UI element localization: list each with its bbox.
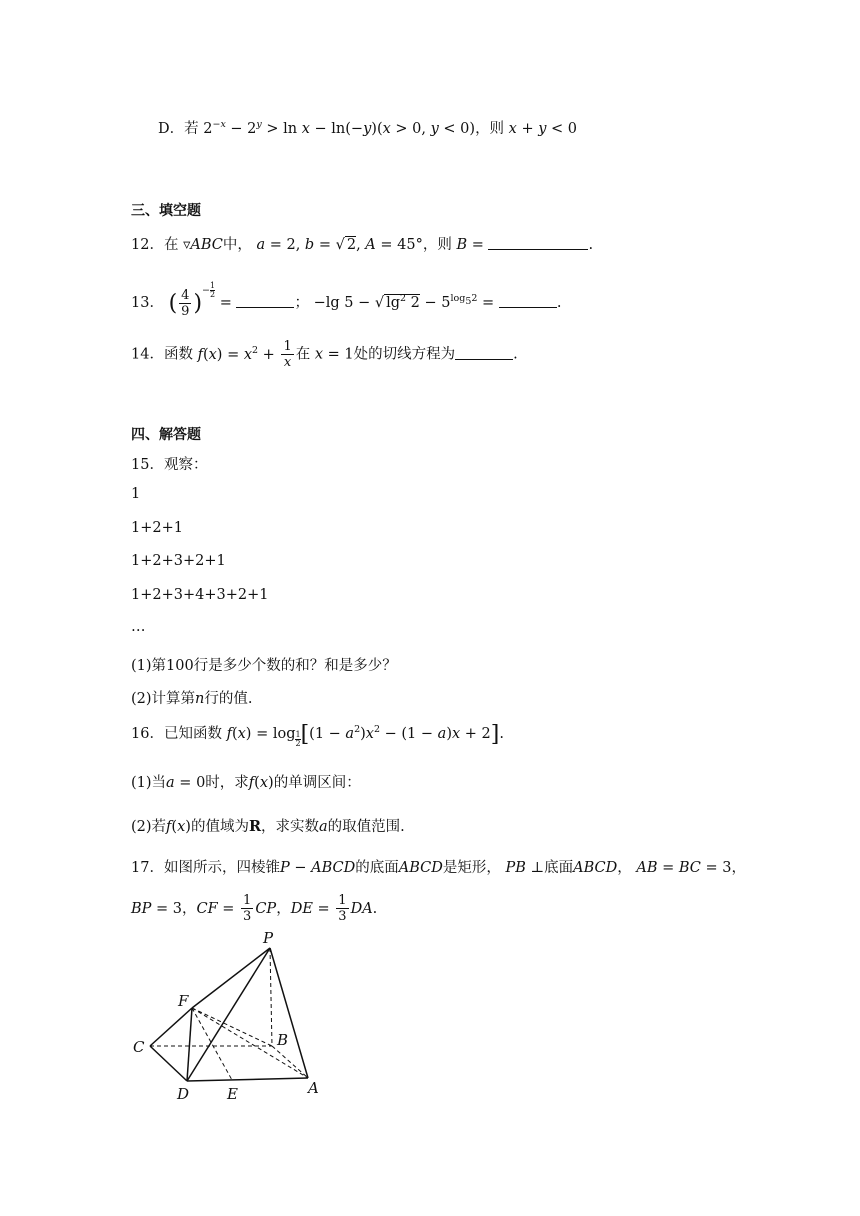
q16-number: 16．已知函数 xyxy=(131,726,222,742)
section-3-title: 三、填空题 xyxy=(131,203,201,219)
option-d-text-1: 若 xyxy=(184,121,199,137)
q12-number: 12． xyxy=(131,237,164,253)
q12-text-1: 在 xyxy=(163,237,179,253)
q14-text-2: 在 xyxy=(295,346,311,363)
q12-answer: B = . xyxy=(456,237,594,253)
q15-row-3: 1+2+3+2+1 xyxy=(131,553,226,569)
q14-text-1: 函数 xyxy=(163,346,193,363)
q13-text-1: ； xyxy=(294,295,309,311)
question-12 xyxy=(131,233,593,254)
q12-text-3: ，则 xyxy=(422,237,452,253)
label-d: D xyxy=(177,1085,190,1103)
q13-number: 13． xyxy=(131,295,164,311)
question-14: 14．函数 $f(x) = x^2$ + $\frac{1}{x}$ 在 x = 1处的切线方程为 . xyxy=(131,339,518,370)
q17-number: 17．如图所示，四棱锥 xyxy=(131,860,280,876)
question-16 xyxy=(131,722,504,748)
q12-formula: a = 2, b = √ 2, A = 45° xyxy=(256,237,423,253)
label-p: P xyxy=(263,929,274,947)
q14-blank xyxy=(455,346,513,360)
label-b: B xyxy=(277,1031,289,1049)
q15-row-2: 1+2+1 xyxy=(131,520,183,536)
question-17-line-2: BP = 3，CF = $\frac{1}{3}$ CP，DE = $\frac{1}{3}$ DA. xyxy=(131,893,378,924)
question-17-line-1: 17．如图所示，四棱锥P − ABCD的底面ABCD是矩形， PB ⊥底面ABCD， AB = BC = 3， xyxy=(131,860,746,876)
question-13 xyxy=(131,282,561,318)
q15-row-4: 1+2+3+4+3+2+1 xyxy=(131,587,269,603)
pyramid-figure xyxy=(130,928,340,1103)
q16-function: f(x) = log $_{\frac{1}{2}}$ $[(1 - a^2)x^2 - (1 - a)x + 2]$. xyxy=(226,722,504,748)
option-d-label: D． xyxy=(158,121,185,137)
option-d-text-2: ，则 xyxy=(475,121,505,137)
q16-part-1: (1)当a = 0时，求f(x)的单调区间： xyxy=(131,775,361,791)
q15-part-1: (1)第100行是多少个数的和？和是多少？ xyxy=(131,658,397,674)
q13-formula-1: ( $\frac{4}{9}$ )$^{- \frac{1}{2}}$ = xyxy=(169,295,295,311)
q16-part-2: (2)若f(x)的值域为R，求实数a的取值范围. xyxy=(131,818,405,835)
q12-triangle: ▿ABC xyxy=(183,237,223,253)
option-d xyxy=(158,117,577,138)
q14-text-3: 处的切线方程为 xyxy=(353,346,456,363)
section-4-title: 四、解答题 xyxy=(131,427,201,443)
q15-part-2: (2)计算第n行的值. xyxy=(131,691,253,707)
label-f: F xyxy=(178,992,189,1010)
q15-row-1: 1 xyxy=(131,486,141,502)
q14-point: x = 1 xyxy=(314,346,354,363)
label-c: C xyxy=(133,1038,145,1056)
q15-row-5: … xyxy=(131,619,146,635)
option-d-conclusion: x + y < 0 xyxy=(508,121,578,137)
option-d-formula: $2^{-x} - 2^y > \ln x - \ln(-y)(x > 0$, y < 0) xyxy=(203,119,476,137)
q14-number: 14． xyxy=(131,346,164,363)
q13-formula-2: −lg 5 − √ $\lg^2 2 - 5^{log_52}$ = . xyxy=(313,293,562,311)
label-e: E xyxy=(227,1085,238,1103)
q14-function: $f(x) = x^2$ + $\frac{1}{x}$ xyxy=(197,339,292,370)
label-a: A xyxy=(308,1079,319,1097)
q15-intro: 15．观察： xyxy=(131,457,208,473)
q12-text-2: 中， xyxy=(222,237,252,253)
